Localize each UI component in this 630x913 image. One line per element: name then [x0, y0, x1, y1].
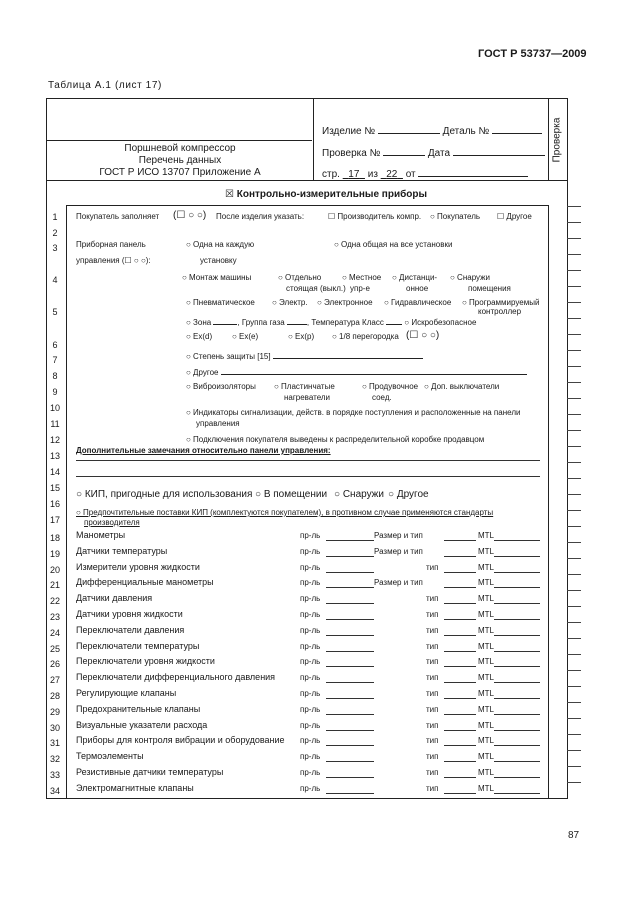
gas-group-input[interactable]: [287, 315, 307, 325]
line-number: 16: [49, 499, 60, 509]
mtl-input[interactable]: [494, 666, 540, 667]
manufacturer-input[interactable]: [326, 619, 374, 620]
instrument-row-number: 30: [49, 723, 60, 733]
sheet-number: 17: [348, 169, 360, 180]
check-tick[interactable]: [567, 782, 581, 783]
remarks-line-1[interactable]: [76, 460, 540, 461]
manufacturer-label: пр-ль: [300, 531, 321, 540]
mtl-input[interactable]: [494, 603, 540, 604]
type-input[interactable]: [444, 572, 476, 573]
check-tick[interactable]: [567, 366, 581, 367]
temp-class-input[interactable]: [386, 315, 402, 325]
check-tick[interactable]: [567, 430, 581, 431]
option-one-per-unit[interactable]: ○ Одна на каждую: [186, 240, 255, 249]
check-tick[interactable]: [567, 318, 581, 319]
option-one-per-unit-2: установку: [200, 256, 237, 265]
after-product-label: После изделия указать:: [216, 212, 305, 221]
instrument-row-number: 29: [49, 707, 60, 717]
manufacturer-input[interactable]: [326, 572, 374, 573]
instrument-row-number: 26: [49, 659, 60, 669]
manufacturer-label: пр-ль: [300, 689, 321, 698]
mtl-label: MTL: [478, 673, 494, 682]
type-label: тип: [426, 673, 439, 682]
option-vibration-isolators[interactable]: ○ Виброизоляторы: [186, 382, 256, 391]
manufacturer-label: пр-ль: [300, 657, 321, 666]
title-line-2: Перечень данных: [138, 155, 222, 166]
check-tick[interactable]: [567, 574, 581, 575]
total-sheets: 22: [386, 169, 398, 180]
type-input[interactable]: [444, 730, 476, 731]
izdelie-label: Изделие №: [322, 126, 376, 137]
option-exe[interactable]: ○ Ex(e): [232, 332, 259, 341]
instrument-row-number: 20: [49, 565, 60, 575]
option-plc[interactable]: ○ Программируемый: [462, 298, 540, 307]
remarks-line-2[interactable]: [76, 476, 540, 477]
type-label: тип: [426, 721, 439, 730]
manufacturer-label: пр-ль: [300, 594, 321, 603]
instrument-name: Манометры: [76, 530, 126, 540]
panel-label: Приборная панель: [76, 240, 146, 249]
type-label: тип: [426, 705, 439, 714]
type-label: тип: [426, 626, 439, 635]
manufacturer-label: пр-ль: [300, 784, 321, 793]
option-other[interactable]: ☐ Другое: [497, 212, 532, 221]
instrument-name: Переключатели дифференциального давления: [76, 672, 276, 682]
line-number: 15: [49, 483, 60, 493]
type-input[interactable]: [444, 777, 476, 778]
check-column-line: [548, 205, 549, 799]
detal-label: Деталь №: [442, 126, 490, 137]
other-input[interactable]: [221, 365, 527, 375]
mtl-label: MTL: [478, 736, 494, 745]
option-remote-2: онное: [406, 284, 429, 293]
option-one-common[interactable]: ○ Одна общая на все установки: [334, 240, 453, 249]
type-label: тип: [426, 784, 439, 793]
line-number: 9: [52, 387, 58, 397]
option-other-location[interactable]: ○ Другое: [388, 489, 429, 500]
zone-label: ○ Зона: [186, 318, 212, 327]
header-column-divider: [313, 98, 314, 181]
check-tick[interactable]: [567, 286, 581, 287]
other-label: ○ Другое: [186, 368, 219, 377]
type-label: тип: [426, 642, 439, 651]
check-tick[interactable]: [567, 558, 581, 559]
instrument-name: Датчики уровня жидкости: [76, 609, 183, 619]
mtl-label: MTL: [478, 657, 494, 666]
detal-input[interactable]: [492, 124, 542, 134]
date-label: Дата: [427, 148, 451, 159]
instrument-row-number: 32: [49, 754, 60, 764]
panel-remarks-label: Дополнительные замечания относительно панели управления:: [76, 446, 331, 455]
mtl-input[interactable]: [494, 730, 540, 731]
partition-symbol[interactable]: (☐ ○ ○): [406, 330, 440, 341]
manufacturer-label: пр-ль: [300, 547, 321, 556]
check-tick[interactable]: [567, 702, 581, 703]
line-number: 12: [49, 435, 60, 445]
type-input[interactable]: [444, 745, 476, 746]
manufacturer-input[interactable]: [326, 666, 374, 667]
option-outdoors[interactable]: ○ Снаружи: [450, 273, 490, 282]
instrument-name: Электромагнитные клапаны: [76, 783, 194, 793]
protection-field: [186, 349, 423, 361]
type-label: тип: [426, 563, 439, 572]
standard-number: ГОСТ Р 53737—2009: [478, 48, 587, 60]
manufacturer-label: пр-ль: [300, 721, 321, 730]
option-exd[interactable]: ○ Ex(d): [186, 332, 213, 341]
check-tick[interactable]: [567, 382, 581, 383]
panel-label-2: управления (☐ ○ ○):: [76, 256, 151, 265]
instrument-name: Резистивные датчики температуры: [76, 767, 224, 777]
manufacturer-label: пр-ль: [300, 563, 321, 572]
option-alarm-indicators-2: управления: [196, 419, 240, 428]
type-input[interactable]: [444, 540, 476, 541]
line-number: 5: [52, 307, 58, 317]
option-standalone-2: стоящая (выкл.): [286, 284, 346, 293]
mtl-label: MTL: [478, 721, 494, 730]
option-outdoors-2: помещения: [468, 284, 511, 293]
from-input[interactable]: [418, 167, 528, 177]
type-input[interactable]: [444, 666, 476, 667]
line-number: 2: [52, 228, 58, 238]
check-tick[interactable]: [567, 718, 581, 719]
table-caption: Таблица А.1 (лист 17): [48, 80, 162, 91]
mtl-label: MTL: [478, 563, 494, 572]
mtl-input[interactable]: [494, 793, 540, 794]
of-label: из: [367, 169, 378, 180]
option-usable-instruments[interactable]: ○ КИП, пригодные для использования: [76, 489, 253, 500]
instrument-name: Приборы для контроля вибрации и оборудование: [76, 735, 285, 745]
check-tick[interactable]: [567, 686, 581, 687]
instrument-row-number: 33: [49, 770, 60, 780]
mtl-input[interactable]: [494, 540, 540, 541]
option-electric[interactable]: ○ Электр.: [272, 298, 308, 307]
instrument-row-number: 23: [49, 612, 60, 622]
mtl-label: MTL: [478, 610, 494, 619]
instrument-name: Измерители уровня жидкости: [76, 562, 200, 572]
manufacturer-input[interactable]: [326, 745, 374, 746]
mtl-input[interactable]: [494, 572, 540, 573]
mtl-label: MTL: [478, 547, 494, 556]
other-field: [186, 365, 527, 377]
type-input[interactable]: [444, 682, 476, 683]
manufacturer-label: пр-ль: [300, 768, 321, 777]
page-number: 87: [568, 830, 580, 841]
title-line-3: ГОСТ Р ИСО 13707 Приложение А: [99, 167, 261, 178]
manufacturer-input[interactable]: [326, 587, 374, 588]
check-tick[interactable]: [567, 654, 581, 655]
instrument-row-number: 19: [49, 549, 60, 559]
check-tick[interactable]: [567, 542, 581, 543]
check-tick[interactable]: [567, 606, 581, 607]
option-plate-heaters[interactable]: ○ Пластинчатые: [274, 382, 335, 391]
option-electronic[interactable]: ○ Электронное: [317, 298, 373, 307]
instrument-row-number: 25: [49, 644, 60, 654]
option-local[interactable]: ○ Местное: [342, 273, 382, 282]
mtl-label: MTL: [478, 784, 494, 793]
instrument-name: Предохранительные клапаны: [76, 704, 201, 714]
line-number: 10: [49, 403, 60, 413]
mtl-label: MTL: [478, 626, 494, 635]
mtl-label: MTL: [478, 752, 494, 761]
instrument-row-number: 18: [49, 533, 60, 543]
protection-label: ○ Степень защиты [15]: [186, 352, 271, 361]
type-input[interactable]: [444, 556, 476, 557]
option-preferred-supply[interactable]: ○ Предпочтительные поставки КИП (комплектуются покупателем), в противном случае применяются стандарты: [76, 508, 494, 517]
check-tick[interactable]: [567, 254, 581, 255]
mtl-label: MTL: [478, 578, 494, 587]
proverka-field: [322, 146, 545, 159]
check-tick[interactable]: [567, 270, 581, 271]
type-label: тип: [426, 657, 439, 666]
type-input[interactable]: [444, 603, 476, 604]
checkbox-group-symbol[interactable]: (☐ ○ ○): [173, 210, 207, 221]
type-label: тип: [426, 689, 439, 698]
zone-field: [186, 315, 476, 327]
protection-input[interactable]: [273, 349, 423, 359]
check-tick[interactable]: [567, 510, 581, 511]
mtl-input[interactable]: [494, 745, 540, 746]
mtl-label: MTL: [478, 594, 494, 603]
instrument-row-number: 34: [49, 786, 60, 796]
manufacturer-input[interactable]: [326, 556, 374, 557]
gas-group-label: , Группа газа: [237, 318, 285, 327]
instrument-name: Дифференциальные манометры: [76, 577, 214, 587]
instrument-name: Переключатели давления: [76, 625, 185, 635]
manufacturer-input[interactable]: [326, 651, 374, 652]
check-tick[interactable]: [567, 206, 581, 207]
check-tick[interactable]: [567, 638, 581, 639]
line-number: 4: [52, 275, 58, 285]
instrument-row-number: 27: [49, 675, 60, 685]
option-buyer[interactable]: ○ Покупатель: [430, 212, 481, 221]
mtl-label: MTL: [478, 642, 494, 651]
instrument-name: Термоэлементы: [76, 751, 144, 761]
instrument-name: Переключатели температуры: [76, 641, 200, 651]
type-label: тип: [426, 610, 439, 619]
check-tick[interactable]: [567, 222, 581, 223]
option-remote[interactable]: ○ Дистанци-: [392, 273, 438, 282]
check-tick[interactable]: [567, 526, 581, 527]
manufacturer-label: пр-ль: [300, 610, 321, 619]
mtl-input[interactable]: [494, 777, 540, 778]
manufacturer-label: пр-ль: [300, 673, 321, 682]
header-bottom-rule: [46, 180, 568, 181]
check-tick[interactable]: [567, 494, 581, 495]
type-input[interactable]: [444, 714, 476, 715]
option-intrinsically-safe[interactable]: ○ Искробезопасное: [404, 318, 477, 327]
line-number: 17: [49, 515, 60, 525]
manufacturer-label: пр-ль: [300, 736, 321, 745]
instrument-row-number: 24: [49, 628, 60, 638]
izdelie-input[interactable]: [378, 124, 440, 134]
temp-class-label: , Температура Класс: [306, 318, 384, 327]
header-divider: [46, 140, 312, 141]
manufacturer-input[interactable]: [326, 540, 374, 541]
manufacturer-label: пр-ль: [300, 626, 321, 635]
check-tick[interactable]: [567, 446, 581, 447]
mtl-input[interactable]: [494, 761, 540, 762]
instrument-row-number: 22: [49, 596, 60, 606]
option-preferred-supply-2: производителя: [84, 518, 140, 527]
zone-input[interactable]: [213, 315, 237, 325]
manufacturer-input[interactable]: [326, 682, 374, 683]
option-extra-switches[interactable]: ○ Доп. выключатели: [424, 382, 500, 391]
instrument-name: Датчики давления: [76, 593, 153, 603]
check-tick[interactable]: [567, 478, 581, 479]
line-number: 11: [50, 419, 60, 429]
option-local-2: упр-е: [350, 284, 370, 293]
option-machine-mount[interactable]: ○ Монтаж машины: [182, 273, 252, 282]
instrument-name: Переключатели уровня жидкости: [76, 656, 215, 666]
option-purge-2: соед.: [372, 393, 392, 402]
manufacturer-input[interactable]: [326, 603, 374, 604]
option-plc-2: контроллер: [478, 307, 522, 316]
line-number: 7: [52, 355, 58, 365]
check-tick[interactable]: [567, 398, 581, 399]
mtl-input[interactable]: [494, 698, 540, 699]
option-junction-box[interactable]: ○ Подключения покупателя выведены к распределительной коробке продавцом: [186, 435, 485, 444]
mtl-label: MTL: [478, 531, 494, 540]
from-label: от: [405, 169, 416, 180]
option-outside[interactable]: ○ Снаружи: [334, 489, 384, 500]
manufacturer-input[interactable]: [326, 635, 374, 636]
option-plate-heaters-2: нагреватели: [284, 393, 331, 402]
title-line-1: Поршневой компрессор: [124, 143, 236, 154]
type-input[interactable]: [444, 651, 476, 652]
type-label: Размер и тип: [374, 531, 423, 540]
check-tick[interactable]: [567, 734, 581, 735]
instrument-name: Регулирующие клапаны: [76, 688, 177, 698]
mtl-input[interactable]: [494, 651, 540, 652]
buyer-fills-label: Покупатель заполняет: [76, 212, 160, 221]
type-input[interactable]: [444, 635, 476, 636]
option-partition[interactable]: ○ 1/8 перегородка: [332, 332, 399, 341]
mtl-label: MTL: [478, 705, 494, 714]
manufacturer-input[interactable]: [326, 714, 374, 715]
type-label: Размер и тип: [374, 547, 423, 556]
type-input[interactable]: [444, 698, 476, 699]
check-tick[interactable]: [567, 334, 581, 335]
type-input[interactable]: [444, 761, 476, 762]
type-label: тип: [426, 594, 439, 603]
mtl-input[interactable]: [494, 714, 540, 715]
manufacturer-input[interactable]: [326, 777, 374, 778]
instrument-row-number: 31: [49, 738, 60, 748]
proverka-label: Проверка №: [322, 148, 381, 159]
type-input[interactable]: [444, 587, 476, 588]
mtl-label: MTL: [478, 689, 494, 698]
check-tick[interactable]: [567, 238, 581, 239]
line-number: 1: [52, 212, 58, 222]
number-column-divider: [66, 205, 67, 799]
check-tick[interactable]: [567, 622, 581, 623]
check-tick[interactable]: [567, 414, 581, 415]
check-column-header: Проверка: [551, 117, 563, 163]
option-hydraulic[interactable]: ○ Гидравлическое: [384, 298, 452, 307]
sheet-field: [322, 167, 528, 180]
check-tick[interactable]: [567, 750, 581, 751]
proverka-input[interactable]: [383, 146, 425, 156]
sheet-label: стр.: [322, 169, 340, 180]
manufacturer-label: пр-ль: [300, 578, 321, 587]
instrument-row-number: 28: [49, 691, 60, 701]
check-tick[interactable]: [567, 350, 581, 351]
manufacturer-label: пр-ль: [300, 705, 321, 714]
manufacturer-input[interactable]: [326, 761, 374, 762]
mtl-input[interactable]: [494, 682, 540, 683]
instrument-name: Датчики температуры: [76, 546, 168, 556]
option-purge[interactable]: ○ Продувочное: [362, 382, 419, 391]
check-tick[interactable]: [567, 670, 581, 671]
manufacturer-label: пр-ль: [300, 642, 321, 651]
izdelie-field: [322, 124, 542, 137]
manufacturer-input[interactable]: [326, 793, 374, 794]
option-indoors[interactable]: ○ В помещении: [255, 489, 328, 500]
mtl-input[interactable]: [494, 556, 540, 557]
line-number: 6: [52, 340, 58, 350]
mtl-input[interactable]: [494, 587, 540, 588]
section-divider: [66, 205, 548, 206]
check-tick[interactable]: [567, 766, 581, 767]
instrument-name: Визуальные указатели расхода: [76, 720, 208, 730]
line-number: 3: [52, 243, 58, 253]
option-standalone[interactable]: ○ Отдельно: [278, 273, 322, 282]
check-tick[interactable]: [567, 302, 581, 303]
option-alarm-indicators[interactable]: ○ Индикаторы сигнализации, действ. в порядке поступления и расположенные на панели: [186, 408, 521, 417]
type-label: тип: [426, 768, 439, 777]
type-label: тип: [426, 752, 439, 761]
check-tick[interactable]: [567, 462, 581, 463]
section-title: ☒ Контрольно-измерительные приборы: [225, 189, 428, 200]
mtl-label: MTL: [478, 768, 494, 777]
mtl-input[interactable]: [494, 635, 540, 636]
type-label: Размер и тип: [374, 578, 423, 587]
line-number: 8: [52, 371, 58, 381]
type-input[interactable]: [444, 619, 476, 620]
instrument-row-number: 21: [49, 580, 60, 590]
type-input[interactable]: [444, 793, 476, 794]
manufacturer-input[interactable]: [326, 730, 374, 731]
line-number: 13: [49, 451, 60, 461]
type-label: тип: [426, 736, 439, 745]
manufacturer-input[interactable]: [326, 698, 374, 699]
option-exp[interactable]: ○ Ex(p): [288, 332, 315, 341]
option-manufacturer[interactable]: ☐ Производитель компр.: [328, 212, 422, 221]
line-number: 14: [49, 467, 60, 477]
check-tick[interactable]: [567, 590, 581, 591]
date-input[interactable]: [453, 146, 545, 156]
option-pneumatic[interactable]: ○ Пневматическое: [186, 298, 255, 307]
manufacturer-label: пр-ль: [300, 752, 321, 761]
mtl-input[interactable]: [494, 619, 540, 620]
